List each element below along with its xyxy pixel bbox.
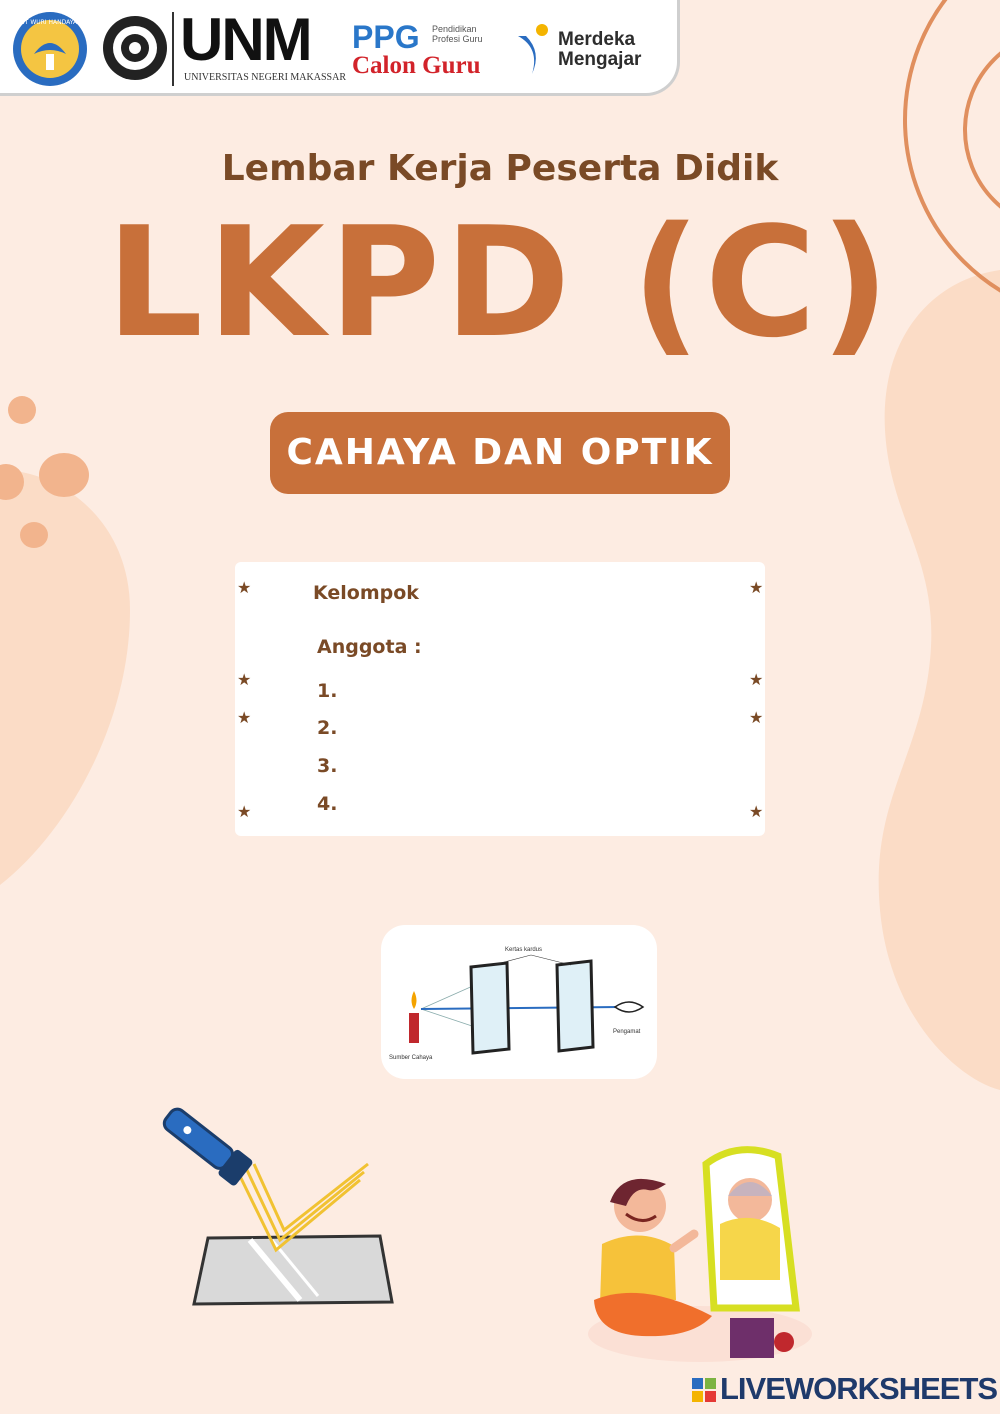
mengajar-text: Mengajar	[558, 49, 642, 70]
optics-diagram	[381, 925, 657, 1079]
diagram-label-observer: Pengamat	[613, 1029, 641, 1035]
calon-guru-text: Calon Guru	[352, 52, 481, 79]
star-icon: ★	[237, 708, 252, 727]
star-icon: ★	[749, 578, 764, 597]
topic-badge: CAHAYA DAN OPTIK	[270, 412, 730, 494]
star-icon: ★	[749, 670, 764, 689]
member-2-label: 2.	[317, 717, 338, 739]
star-icon: ★	[237, 670, 252, 689]
diagram-label-cardboard: Kertas kardus	[505, 947, 543, 953]
member-4-label: 4.	[317, 793, 338, 815]
tutwuri-text: TUT WURI HANDAYANI	[16, 19, 84, 26]
ppg-logo-text: PPG	[352, 19, 420, 55]
unm-logo-subtext: UNIVERSITAS NEGERI MAKASSAR	[184, 72, 346, 83]
star-icon: ★	[237, 802, 252, 821]
flashlight-reflection-illustration	[150, 1100, 410, 1315]
tutwuri-logo-icon	[10, 10, 90, 88]
star-icon: ★	[749, 802, 764, 821]
group-label: Kelompok	[313, 582, 419, 604]
member-1-label: 1.	[317, 680, 338, 702]
unm-logo-text: UNM	[180, 6, 311, 73]
logo-divider	[172, 12, 174, 86]
page-subtitle: Lembar Kerja Peserta Didik	[221, 148, 779, 189]
star-icon: ★	[749, 708, 764, 727]
member-3-label: 3.	[317, 755, 338, 777]
ppg-logo-subtext: Pendidikan Profesi Guru	[432, 24, 483, 44]
merdeka-text: Merdeka	[558, 29, 636, 50]
liveworksheets-logo-icon	[692, 1378, 716, 1402]
page-title: LKPD (C)	[106, 194, 894, 371]
liveworksheets-brand: LIVEWORKSHEETS	[720, 1371, 998, 1406]
diagram-label-source: Sumber Cahaya	[389, 1055, 433, 1061]
unm-emblem-icon	[100, 12, 170, 84]
star-icon: ★	[237, 578, 252, 597]
group-form-card	[235, 562, 765, 836]
members-label: Anggota :	[317, 636, 422, 658]
merdeka-mengajar-text	[558, 30, 641, 70]
merdeka-mengajar-icon	[512, 22, 552, 76]
kid-mirror-illustration	[582, 1140, 822, 1370]
